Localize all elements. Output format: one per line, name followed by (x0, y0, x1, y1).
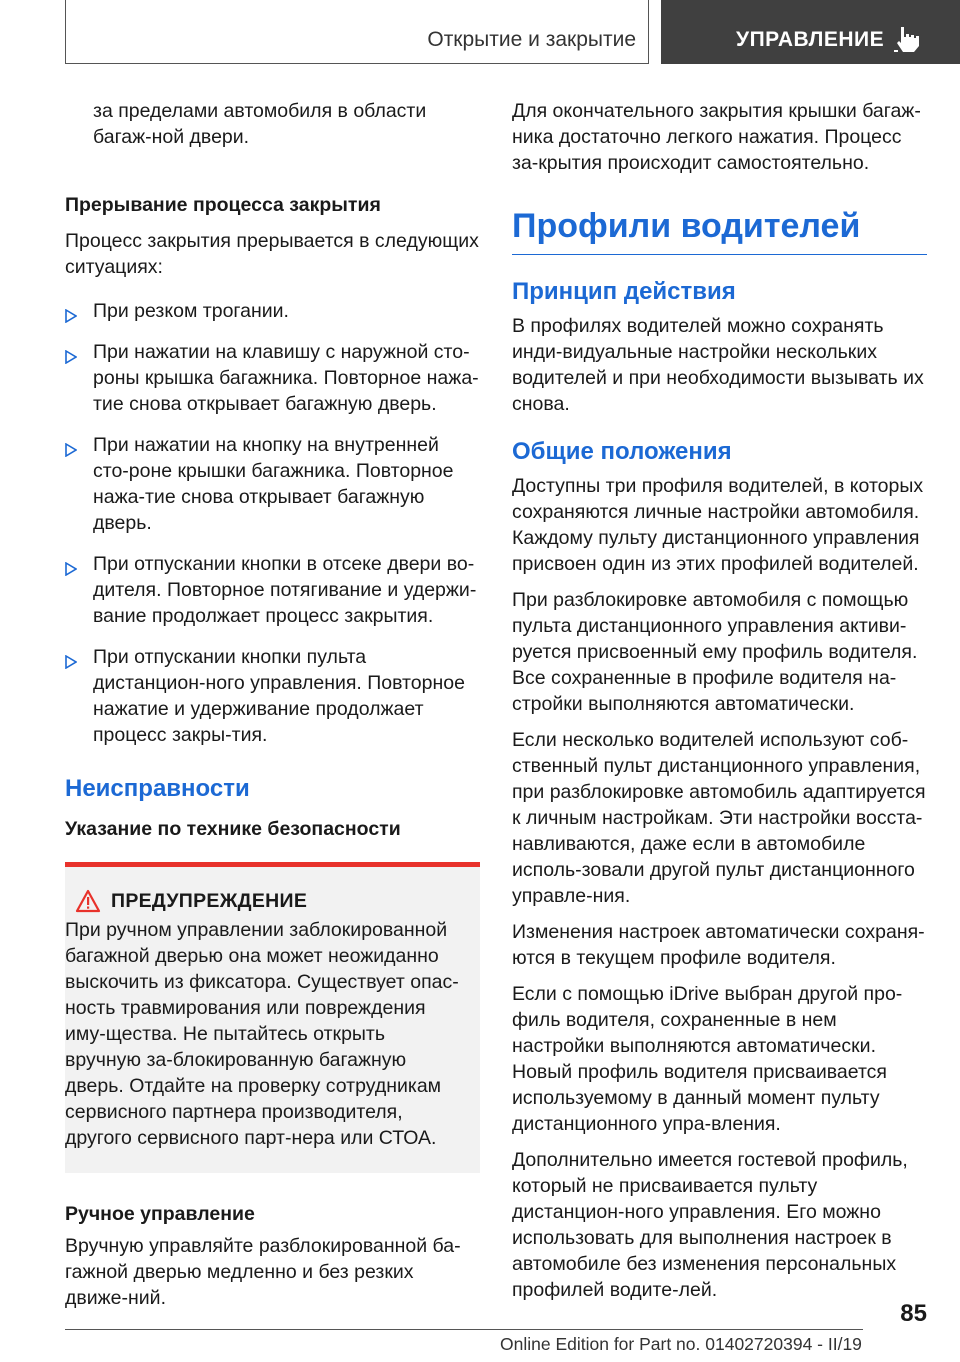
warning-text: При ручном управлении заблокированной багажной дверью она может неожиданно выскочить из фиксатора. Существует опас-ность травмирования или повреждения иму-щества. Не пытайтесь открыть вручную за-блокированную багажную дверь. Отдайте на проверку сотрудникам сервисного партнера производителя, другого сервисного парт-нера или СТОА. (65, 919, 459, 1149)
general-paragraph: Изменения настроек автоматически сохраня-ются в текущем профиле водителя. (512, 921, 925, 969)
header-chapter-title: УПРАВЛЕНИЕ (736, 28, 885, 51)
right-column (512, 98, 927, 1313)
triangle-bullet-icon (65, 557, 77, 583)
interrupt-intro: Процесс закрытия прерывается в следующих ситуациях: (65, 230, 479, 278)
principle-heading: Принцип действия (512, 278, 736, 305)
manual-text: Вручную управляйте разблокированной ба-гажной дверью медленно и без резких движе-ний. (65, 1235, 461, 1309)
interrupt-heading: Прерывание процесса закрытия (65, 194, 381, 216)
hand-pointer-icon (892, 24, 922, 59)
profiles-heading-rule (512, 254, 927, 255)
principle-text: В профилях водителей можно сохранять инди-видуальные настройки нескольких водителей и при необходимости вызывать их снова. (512, 315, 924, 415)
faults-heading: Неисправности (65, 775, 250, 802)
page-number: 85 (900, 1300, 927, 1327)
triangle-bullet-icon (65, 304, 77, 330)
triangle-bullet-icon (65, 345, 77, 371)
left-continued-text: за пределами автомобиля в области багаж-ной двери. (93, 100, 427, 148)
warning-title-row (65, 889, 464, 913)
general-paragraph: Доступны три профиля водителей, в которых сохраняются личные настройки автомобиля. Каждому пульту дистанционного управления присвоен один из этих профилей водителей. (512, 475, 924, 575)
list-item (65, 644, 480, 748)
footer-rule (65, 1329, 863, 1330)
triangle-bullet-icon (65, 438, 77, 464)
header-section-title: Открытие и закрытие (427, 28, 636, 51)
left-column (65, 98, 480, 1311)
warning-box (65, 862, 480, 1173)
list-item (65, 298, 480, 324)
list-item-text: При нажатии на клавишу с наружной сто-роны крышка багажника. Повторное нажа-тие снова открывает багажную дверь. (93, 341, 479, 415)
header-section-box (65, 0, 649, 64)
general-heading: Общие положения (512, 438, 732, 465)
list-item-text: При отпускании кнопки в отсеке двери во-дителя. Повторное потягивание и удержи-вание продолжает процесс закрытия. (93, 553, 477, 627)
list-item (65, 551, 480, 629)
right-continued-text: Для окончательного закрытия крышки багаж-ника достаточно легкого нажатия. Процесс за-крытия происходит самостоятельно. (512, 100, 921, 174)
profiles-heading: Профили водителей (512, 207, 861, 245)
list-item (65, 432, 480, 536)
general-paragraph: Если несколько водителей используют соб-ственный пульт дистанционного управления, при разблокировке автомобиль адаптируется к личным настройкам. Эти настройки восста-навливаются, даже если в автомобиле исполь-зовали другой пульт дистанционного управле-ния. (512, 729, 926, 907)
warning-triangle-icon (65, 889, 111, 913)
list-item-text: При нажатии на кнопку на внутренней сто-роне крышки багажника. Повторное нажа-тие снова открывает багажную дверь. (93, 434, 454, 534)
triangle-bullet-icon (65, 650, 77, 676)
general-paragraph: Дополнительно имеется гостевой профиль, который не присваивается пульту дистанцион-ного управления. Его можно использовать для выполнения настроек в автомобиле без изменения персональных профилей водите-лей. (512, 1149, 908, 1301)
general-paragraph: Если с помощью iDrive выбран другой про-филь водителя, сохраненные в нем настройки выполняются автоматически. Новый профиль водителя присваивается используемому в данный момент пульту дистанционного упра-вления. (512, 983, 903, 1135)
list-item-text: При отпускании кнопки пульта дистанцион-ного управления. Повторное нажатие и удерживание продолжает процесс закры-тия. (93, 646, 465, 746)
manual-heading: Ручное управление (65, 1203, 255, 1225)
general-paragraph: При разблокировке автомобиля с помощью пульта дистанционного управления активи-руется присвоенный ему профиль водителя. Все сохраненные в профиле водителя на-стройки выполняются автоматически. (512, 589, 918, 715)
interrupt-list (65, 298, 480, 748)
warning-title: ПРЕДУПРЕЖДЕНИЕ (111, 889, 308, 912)
safety-heading: Указание по технике безопасности (65, 818, 401, 840)
list-item (65, 339, 480, 417)
footer-edition: Online Edition for Part no. 01402720394 - II/19 (500, 1334, 862, 1354)
list-item-text: При резком трогании. (93, 300, 289, 322)
